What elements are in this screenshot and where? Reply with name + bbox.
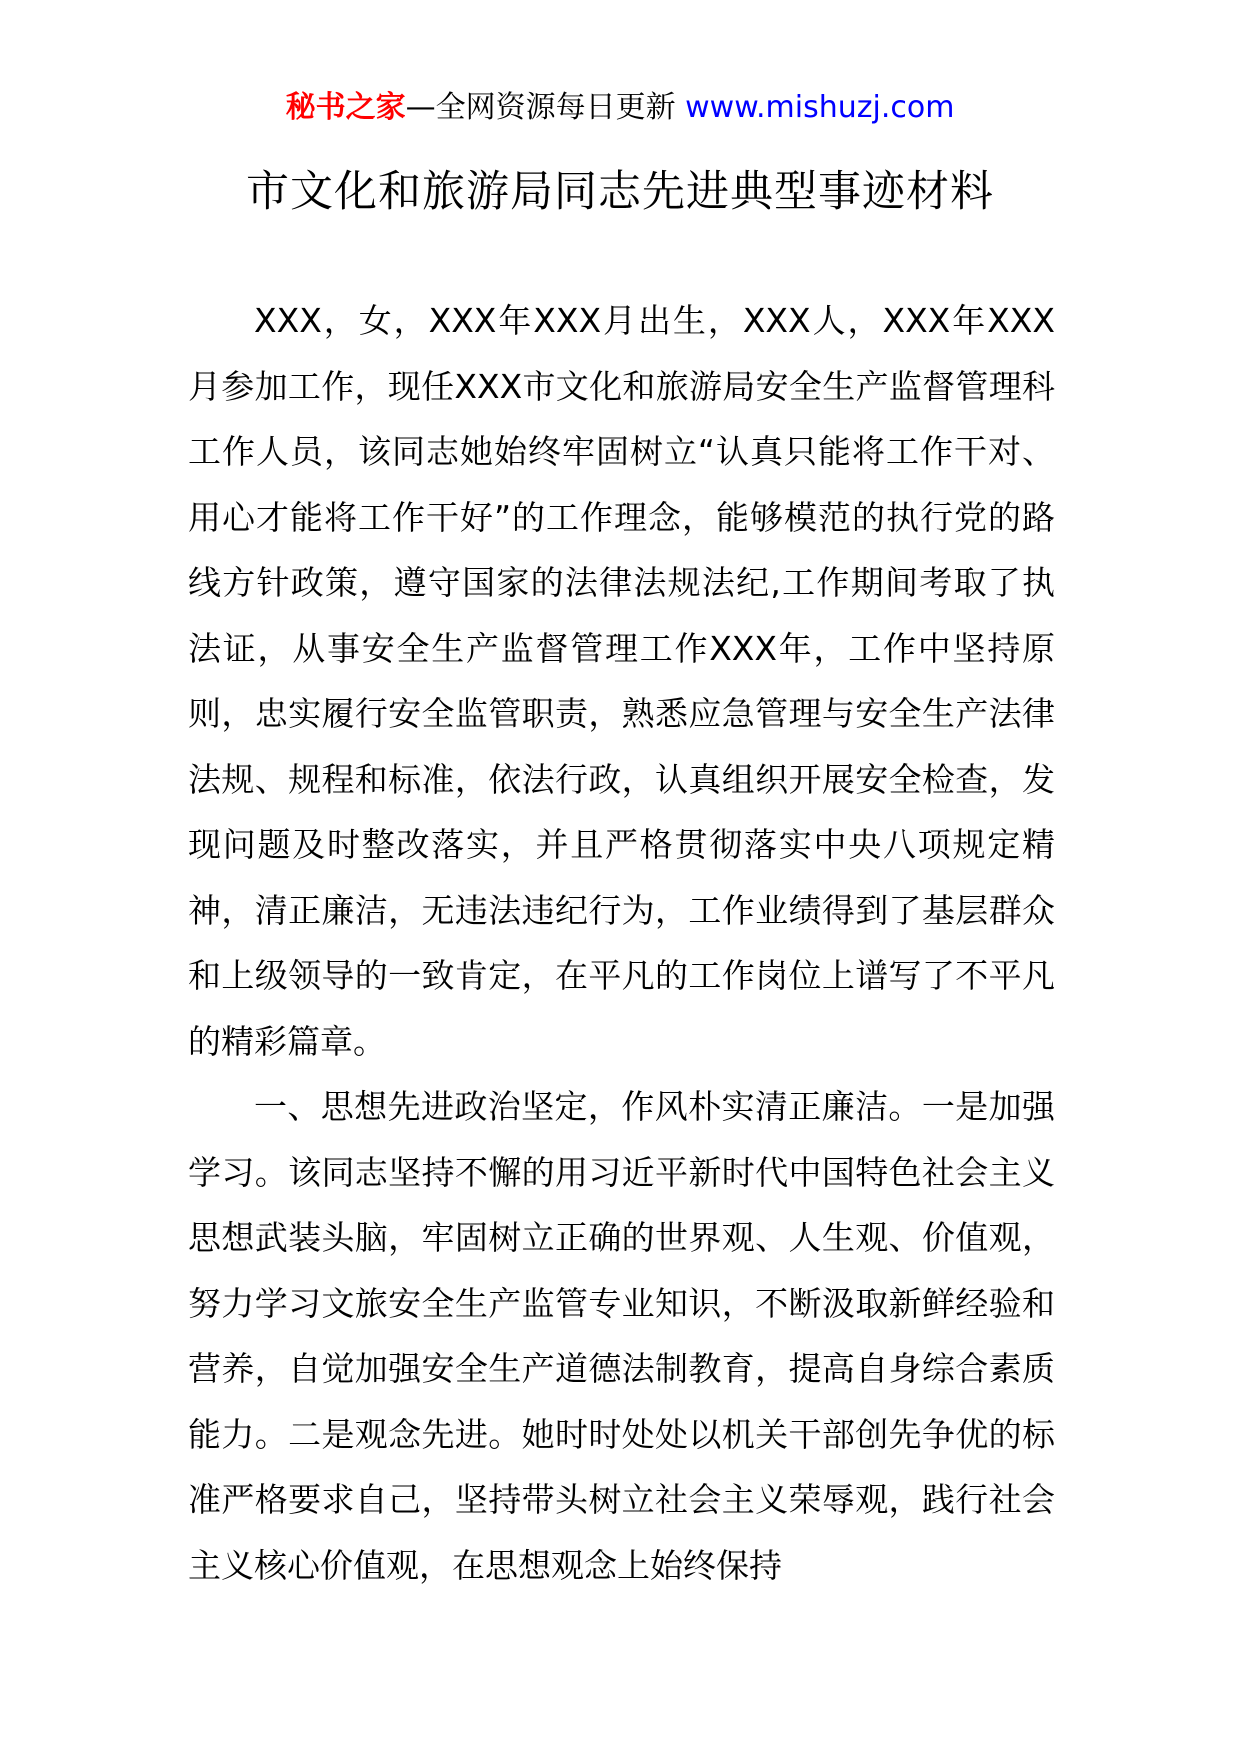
banner-tagline: —全网资源每日更新 xyxy=(405,90,686,125)
document-title: 市文化和旅游局同志先进典型事迹材料 xyxy=(246,167,994,217)
brand-name: 秘书之家 xyxy=(285,90,406,125)
document-body xyxy=(188,288,1055,1598)
paragraph-section-one: 一、思想先进政治坚定，作风朴实清正廉洁。一是加强学习。该同志坚持不懈的用习近平新时代中国特色社会主义思想武装头脑，牢固树立正确的世界观、人生观、价值观，努力学习文旅安全生产监管专业知识，不断汲取新鲜经验和营养，自觉加强安全生产道德法制教育，提高自身综合素质能力。二是观念先进。她时时处处以机关干部创先争优的标准严格要求自己，坚持带头树立社会主义荣辱观，践行社会主义核心价值观，在思想观念上始终保持 xyxy=(188,1087,1055,1585)
site-banner xyxy=(0,88,1240,128)
site-url-link[interactable]: www.mishuzj.com xyxy=(685,90,955,125)
paragraph-intro: XXX，女，XXX年XXX月出生，XXX人，XXX年XXX月参加工作，现任XXX市文化和旅游局安全生产监督管理科工作人员，该同志她始终牢固树立“认真只能将工作干对、用心才能将工作干好”的工作理念，能够模范的执行党的路线方针政策，遵守国家的法律法规法纪,工作期间考取了执法证，从事安全生产监督管理工作XXX年，工作中坚持原则，忠实履行安全监管职责，熟悉应急管理与安全生产法律法规、规程和标准，依法行政，认真组织开展安全检查，发现问题及时整改落实，并且严格贯彻落实中央八项规定精神，清正廉洁，无违法违纪行为，工作业绩得到了基层群众和上级领导的一致肯定，在平凡的工作岗位上谱写了不平凡的精彩篇章。 xyxy=(188,301,1055,1061)
